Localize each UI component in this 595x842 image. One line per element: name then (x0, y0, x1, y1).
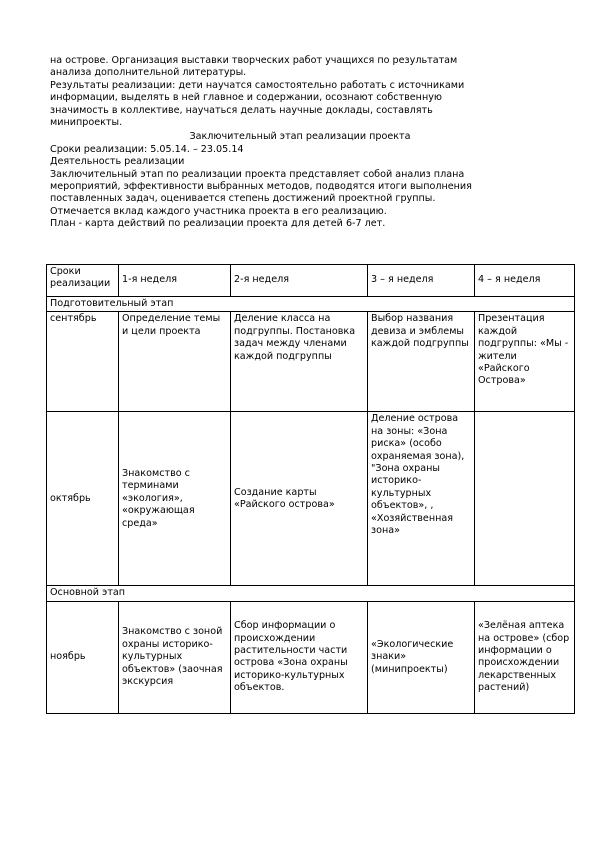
plan-table (46, 264, 575, 714)
period-cell: сентябрь (47, 312, 119, 412)
section-row (47, 586, 575, 601)
activity-heading: Деятельность реализации (50, 156, 185, 168)
period-cell: октябрь (47, 412, 119, 586)
table-cell: Знакомство с зоной охраны историко-культурных объектов» (заочная экскурсия (119, 601, 231, 713)
document-text (50, 55, 550, 231)
plan-title: План - карта действий по реализации проекта для детей 6-7 лет. (50, 218, 386, 230)
section-row (47, 297, 575, 312)
final-stage-desc: мероприятий, эффективности выбранных методов, подводятся итоги выполнения (50, 181, 472, 193)
table-cell: Создание карты «Райского острова» (231, 412, 368, 586)
section-label: Основной этап (47, 586, 575, 601)
table-cell: Выбор названия девиза и эмблемы каждой подгруппы (368, 312, 475, 412)
final-stage-desc: Отмечается вклад каждого участника проекта в его реализацию. (50, 205, 387, 217)
header-cell: 1-я неделя (119, 265, 231, 297)
table-cell (475, 412, 575, 586)
table-row (47, 412, 575, 586)
table-cell: Определение темы и цели проекта (119, 312, 231, 412)
table-header-row (47, 265, 575, 297)
table-cell: «Зелёная аптека на острове» (сбор информации о происхождении лекарственных растений) (475, 601, 575, 713)
final-stage-desc: Заключительный этап по реализации проекта представляет собой анализ плана (50, 168, 465, 180)
section-label: Подготовительный этап (47, 297, 575, 312)
header-cell: 4 – я неделя (475, 265, 575, 297)
intro-line: на острове. Организация выставки творческих работ учащихся по результатам (50, 55, 458, 66)
table-row (47, 312, 575, 412)
results-line: информации, выделять в ней главное и содержании, осознают собственную (50, 92, 442, 104)
results-line: значимость в коллективе, научаться делать научные доклады, составлять (50, 104, 433, 116)
header-cell: 3 – я неделя (368, 265, 475, 297)
table-cell: «Экологические знаки» (минипроекты) (368, 601, 475, 713)
intro-line: анализа дополнительной литературы. (50, 67, 247, 79)
header-cell: Сроки реализации (47, 265, 119, 297)
table-cell: Деление класса на подгруппы. Постановка задач между членами каждой подгруппы (231, 312, 368, 412)
period-cell: ноябрь (47, 601, 119, 713)
header-cell: 2-я неделя (231, 265, 368, 297)
table-cell: Знакомство с терминами «экология», «окружающая среда» (119, 412, 231, 586)
final-stage-title: Заключительный этап реализации проекта (189, 131, 411, 143)
results-line: минипроекты. (50, 117, 123, 129)
results-line: Результаты реализации: дети научатся самостоятельно работать с источниками (50, 79, 465, 91)
table-cell: Сбор информации о происхождении растительности части острова «Зона охраны историко-культурных объектов. (231, 601, 368, 713)
table-cell: Презентация каждой подгруппы: «Мы - жители «Райского Острова» (475, 312, 575, 412)
table-cell: Деление острова на зоны: «Зона риска» (особо охраняемая зона), "Зона охраны историко-культурных объектов», , «Хозяйственная зона» (368, 412, 475, 586)
final-stage-desc: поставленных задач, оценивается степень достижений проектной группы. (50, 193, 436, 205)
final-stage-dates: Сроки реализации: 5.05.14. – 23.05.14 (50, 143, 244, 155)
table-row (47, 601, 575, 713)
